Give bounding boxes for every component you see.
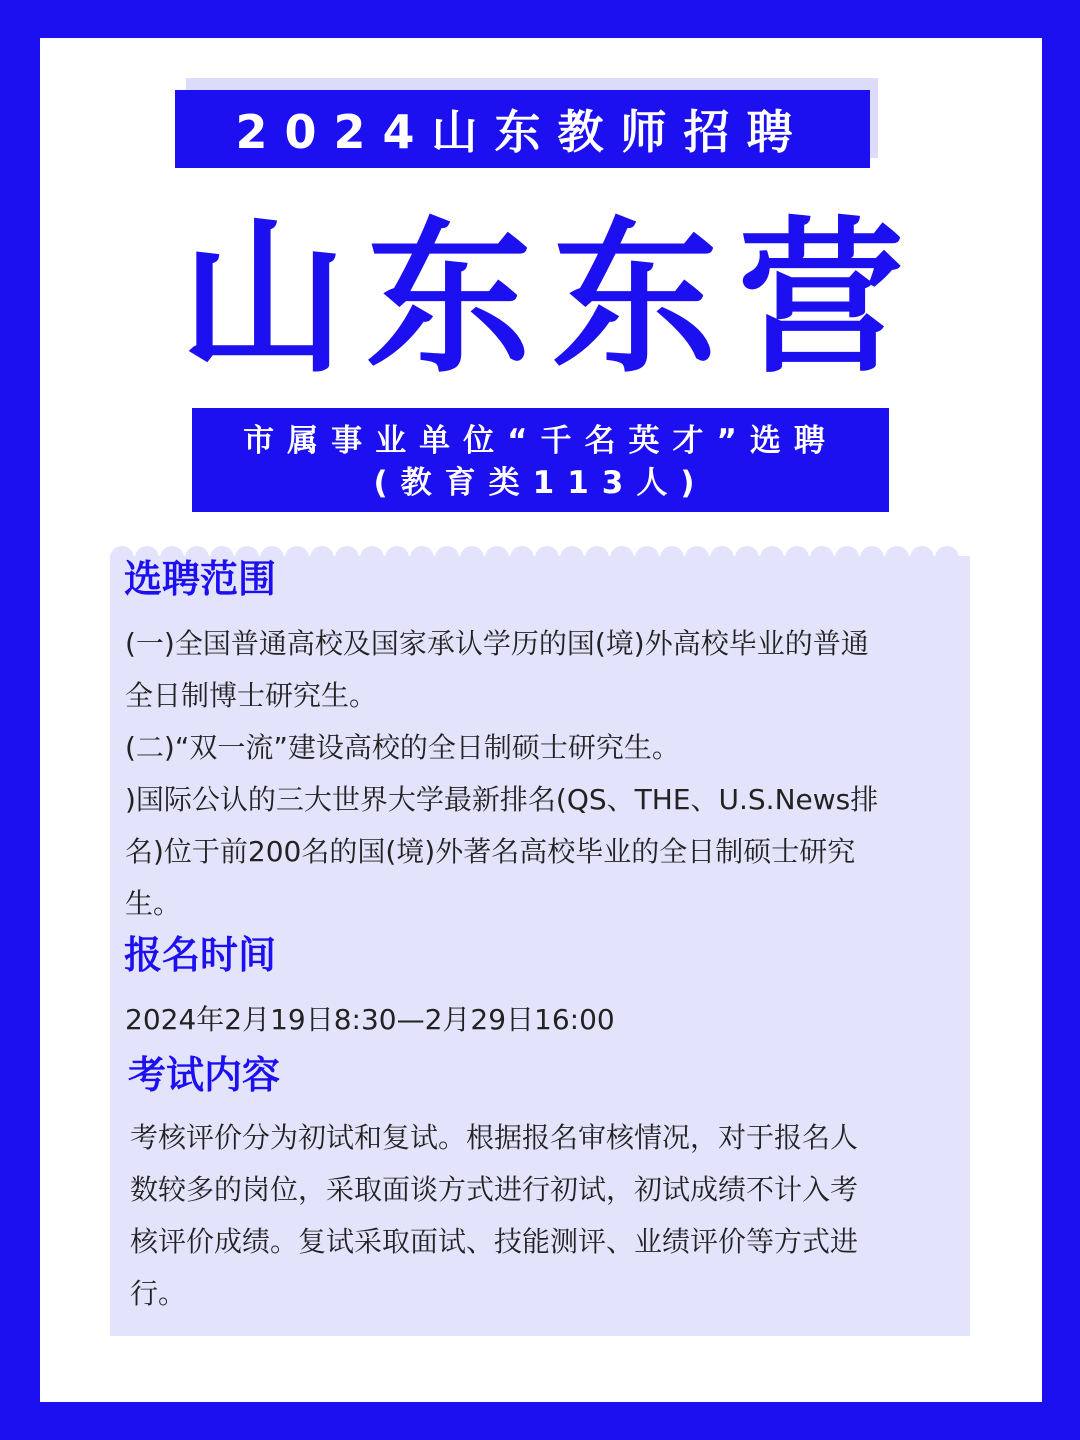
registration-time: 2024年2月19日8:30—2月29日16:00 — [125, 1003, 615, 1036]
exam-line: 核评价成绩。复试采取面试、技能测评、业绩评价等方式进 — [130, 1225, 859, 1258]
title-banner — [175, 90, 870, 168]
title-text: 2024山东教师招聘 — [235, 105, 810, 159]
scope-line: 生。 — [125, 887, 182, 920]
scope-line: 名)位于前200名的国(境)外著名高校毕业的全日制硕士研究 — [125, 835, 856, 868]
section-title-scope: 选聘范围 — [124, 557, 277, 601]
scope-line: 全日制博士研究生。 — [125, 679, 378, 712]
content-panel-body — [110, 556, 970, 1336]
exam-line: 数较多的岗位，采取面谈方式进行初试，初试成绩不计入考 — [130, 1173, 859, 1206]
section-title-registration: 报名时间 — [124, 933, 277, 977]
exam-line: 行。 — [130, 1277, 187, 1310]
section-title-exam: 考试内容 — [128, 1053, 281, 1097]
scope-line: )国际公认的三大世界大学最新排名(QS、THE、U.S.News排 — [125, 783, 879, 816]
subtitle-line-1: 市属事业单位“千名英才”选聘 — [243, 423, 838, 459]
scope-line: (一)全国普通高校及国家承认学历的国(境)外高校毕业的普通 — [125, 627, 869, 660]
scope-line: (二)“双一流”建设高校的全日制硕士研究生。 — [125, 731, 680, 764]
subtitle-box — [192, 408, 889, 512]
subtitle-line-2: (教育类113人) — [373, 465, 708, 501]
exam-line: 考核评价分为初试和复试。根据报名审核情况，对于报名人 — [130, 1121, 859, 1154]
content-panel — [110, 536, 970, 1336]
city-heading: 山东东营 — [180, 203, 924, 396]
